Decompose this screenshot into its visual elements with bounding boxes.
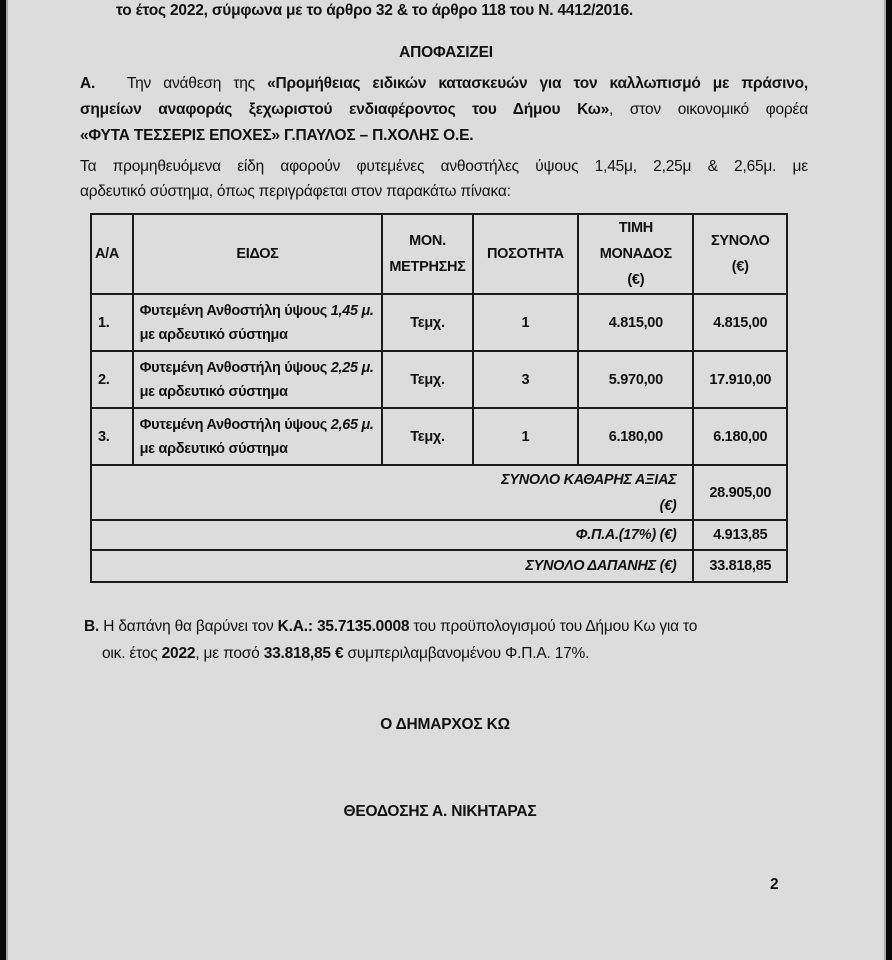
section-a-line-1 <box>80 73 808 99</box>
row-total: 6.180,00 <box>693 408 787 465</box>
header-price-line-1: ΤΙΜΗ <box>618 220 653 236</box>
row-quantity: 1 <box>473 294 579 351</box>
row-unit: Τεμχ. <box>382 408 472 465</box>
decision-heading: ΑΠΟΦΑΣΙΖΕΙ <box>399 44 493 61</box>
section-a-contractor-intro: , στον οικονομικό φορέα <box>609 101 809 118</box>
section-b-text-4: οικ. έτος <box>102 645 162 662</box>
header-quantity: ΠΟΣΟΤΗΤΑ <box>473 214 579 294</box>
description-text: Φυτεμένη Ανθοστήλη ύψους <box>139 302 331 319</box>
row-total: 4.815,00 <box>693 294 787 351</box>
row-description <box>133 294 383 351</box>
row-unit-price: 5.970,00 <box>578 351 693 408</box>
table-row <box>91 351 787 408</box>
row-quantity: 3 <box>473 351 579 408</box>
section-a-prefix: Την ανάθεση της <box>127 75 268 92</box>
fiscal-year: 2022 <box>161 645 196 662</box>
net-total-label-line-1: ΣΥΝΟΛΟ ΚΑΘΑΡΗΣ ΑΞΙΑΣ <box>501 471 677 488</box>
grand-total-value: 33.818,85 <box>693 550 787 582</box>
net-total-row <box>91 465 787 520</box>
section-a-paragraph <box>80 73 808 151</box>
description-text: Φυτεμένη Ανθοστήλη ύψους <box>139 416 331 433</box>
header-price-line-2: ΜΟΝΑΔΟΣ <box>599 246 672 262</box>
header-unit-line-2: ΜΕΤΡΗΣΗΣ <box>389 259 466 275</box>
header-unit-price <box>578 214 693 294</box>
top-line-text: το έτος 2022, σύμφωνα με το άρθρο 32 & το άρθρο 118 του Ν. 4412/2016. <box>116 2 634 19</box>
section-b-label: Β. <box>84 618 100 635</box>
row-total: 17.910,00 <box>693 351 787 408</box>
items-table <box>90 213 788 583</box>
row-unit: Τεμχ. <box>382 294 472 351</box>
description-height: 1,45 μ. <box>330 302 374 319</box>
row-unit: Τεμχ. <box>382 351 472 408</box>
header-aa: Α/Α <box>91 214 133 294</box>
net-total-value: 28.905,00 <box>693 465 787 520</box>
mayor-name: ΘΕΟΔΟΣΗΣ Α. ΝΙΚΗΤΑΡΑΣ <box>343 803 537 820</box>
table-row <box>91 294 787 351</box>
document-page <box>6 0 886 960</box>
row-number: 2. <box>91 351 133 408</box>
row-number: 3. <box>91 408 133 465</box>
items-intro-line-2: αρδευτικό σύστημα, όπως περιγράφεται στον παρακάτω πίνακα: <box>80 183 511 200</box>
items-intro-paragraph <box>80 156 808 206</box>
header-total-line-2: (€) <box>731 259 749 275</box>
description-text: Φυτεμένη Ανθοστήλη ύψους <box>139 359 331 376</box>
grand-total-row <box>91 550 787 582</box>
description-height: 2,65 μ. <box>330 416 374 433</box>
header-unit-line-1: ΜΟΝ. <box>409 233 446 249</box>
row-quantity: 1 <box>473 408 579 465</box>
header-price-line-3: (€) <box>627 272 645 288</box>
section-a-procurement-title-2: σημείων αναφοράς ξεχωριστού ενδιαφέροντος του Δήμου Κω» <box>80 101 610 118</box>
section-b-text-1: Η δαπάνη θα βαρύνει τον <box>99 618 278 635</box>
description-line-2: με αρδευτικό σύστημα <box>139 326 288 343</box>
page-number: 2 <box>770 876 779 893</box>
header-total <box>693 214 787 294</box>
net-total-label <box>91 465 693 520</box>
vat-value: 4.913,85 <box>693 520 787 550</box>
description-line-2: με αρδευτικό σύστημα <box>139 440 288 457</box>
net-total-label-line-2: (€) <box>659 497 677 514</box>
vat-row <box>91 520 787 550</box>
row-description <box>133 408 383 465</box>
section-b-text-8: συμπεριλαμβανομένου Φ.Π.Α. 17%. <box>343 645 590 662</box>
section-b-text-6: , με ποσό <box>195 645 264 662</box>
section-a-procurement-title-1: «Προμήθειας ειδικών κατασκευών για τον καλλωπισμό με πράσινο, <box>267 75 809 92</box>
vat-label: Φ.Π.Α.(17%) (€) <box>91 520 693 550</box>
table-header-row <box>91 214 787 294</box>
description-line-2: με αρδευτικό σύστημα <box>139 383 288 400</box>
section-a-label: Α. <box>80 75 96 92</box>
header-total-line-1: ΣΥΝΟΛΟ <box>710 233 770 249</box>
header-unit <box>382 214 472 294</box>
grand-total-label: ΣΥΝΟΛΟ ΔΑΠΑΝΗΣ (€) <box>91 550 693 582</box>
section-b-text-3: του προϋπολογισμού του Δήμου Κω για το <box>409 618 698 635</box>
budget-code: Κ.Α.: 35.7135.0008 <box>277 618 410 635</box>
mayor-title: Ο ΔΗΜΑΡΧΟΣ ΚΩ <box>380 716 510 733</box>
section-b-line-2 <box>84 643 784 670</box>
page-right-edge <box>884 0 886 960</box>
section-b-line-1 <box>84 616 784 643</box>
row-number: 1. <box>91 294 133 351</box>
items-intro-line-1: Τα προμηθευόμενα είδη αφορούν φυτεμένες ανθοστήλες ύψους 1,45μ, 2,25μ & 2,65μ. με <box>80 158 808 175</box>
section-a-line-2 <box>80 99 808 125</box>
section-a-contractor-name: «ΦΥΤΑ ΤΕΣΣΕΡΙΣ ΕΠΟΧΕΣ» Γ.ΠΑΥΛΟΣ – Π.ΧΟΛΗΣ Ο.Ε. <box>80 127 474 144</box>
row-description <box>133 351 383 408</box>
description-height: 2,25 μ. <box>330 359 374 376</box>
row-unit-price: 6.180,00 <box>578 408 693 465</box>
row-unit-price: 4.815,00 <box>578 294 693 351</box>
section-b-paragraph <box>84 616 784 670</box>
table-row <box>91 408 787 465</box>
total-amount: 33.818,85 € <box>263 645 344 662</box>
header-item: ΕΙΔΟΣ <box>133 214 383 294</box>
